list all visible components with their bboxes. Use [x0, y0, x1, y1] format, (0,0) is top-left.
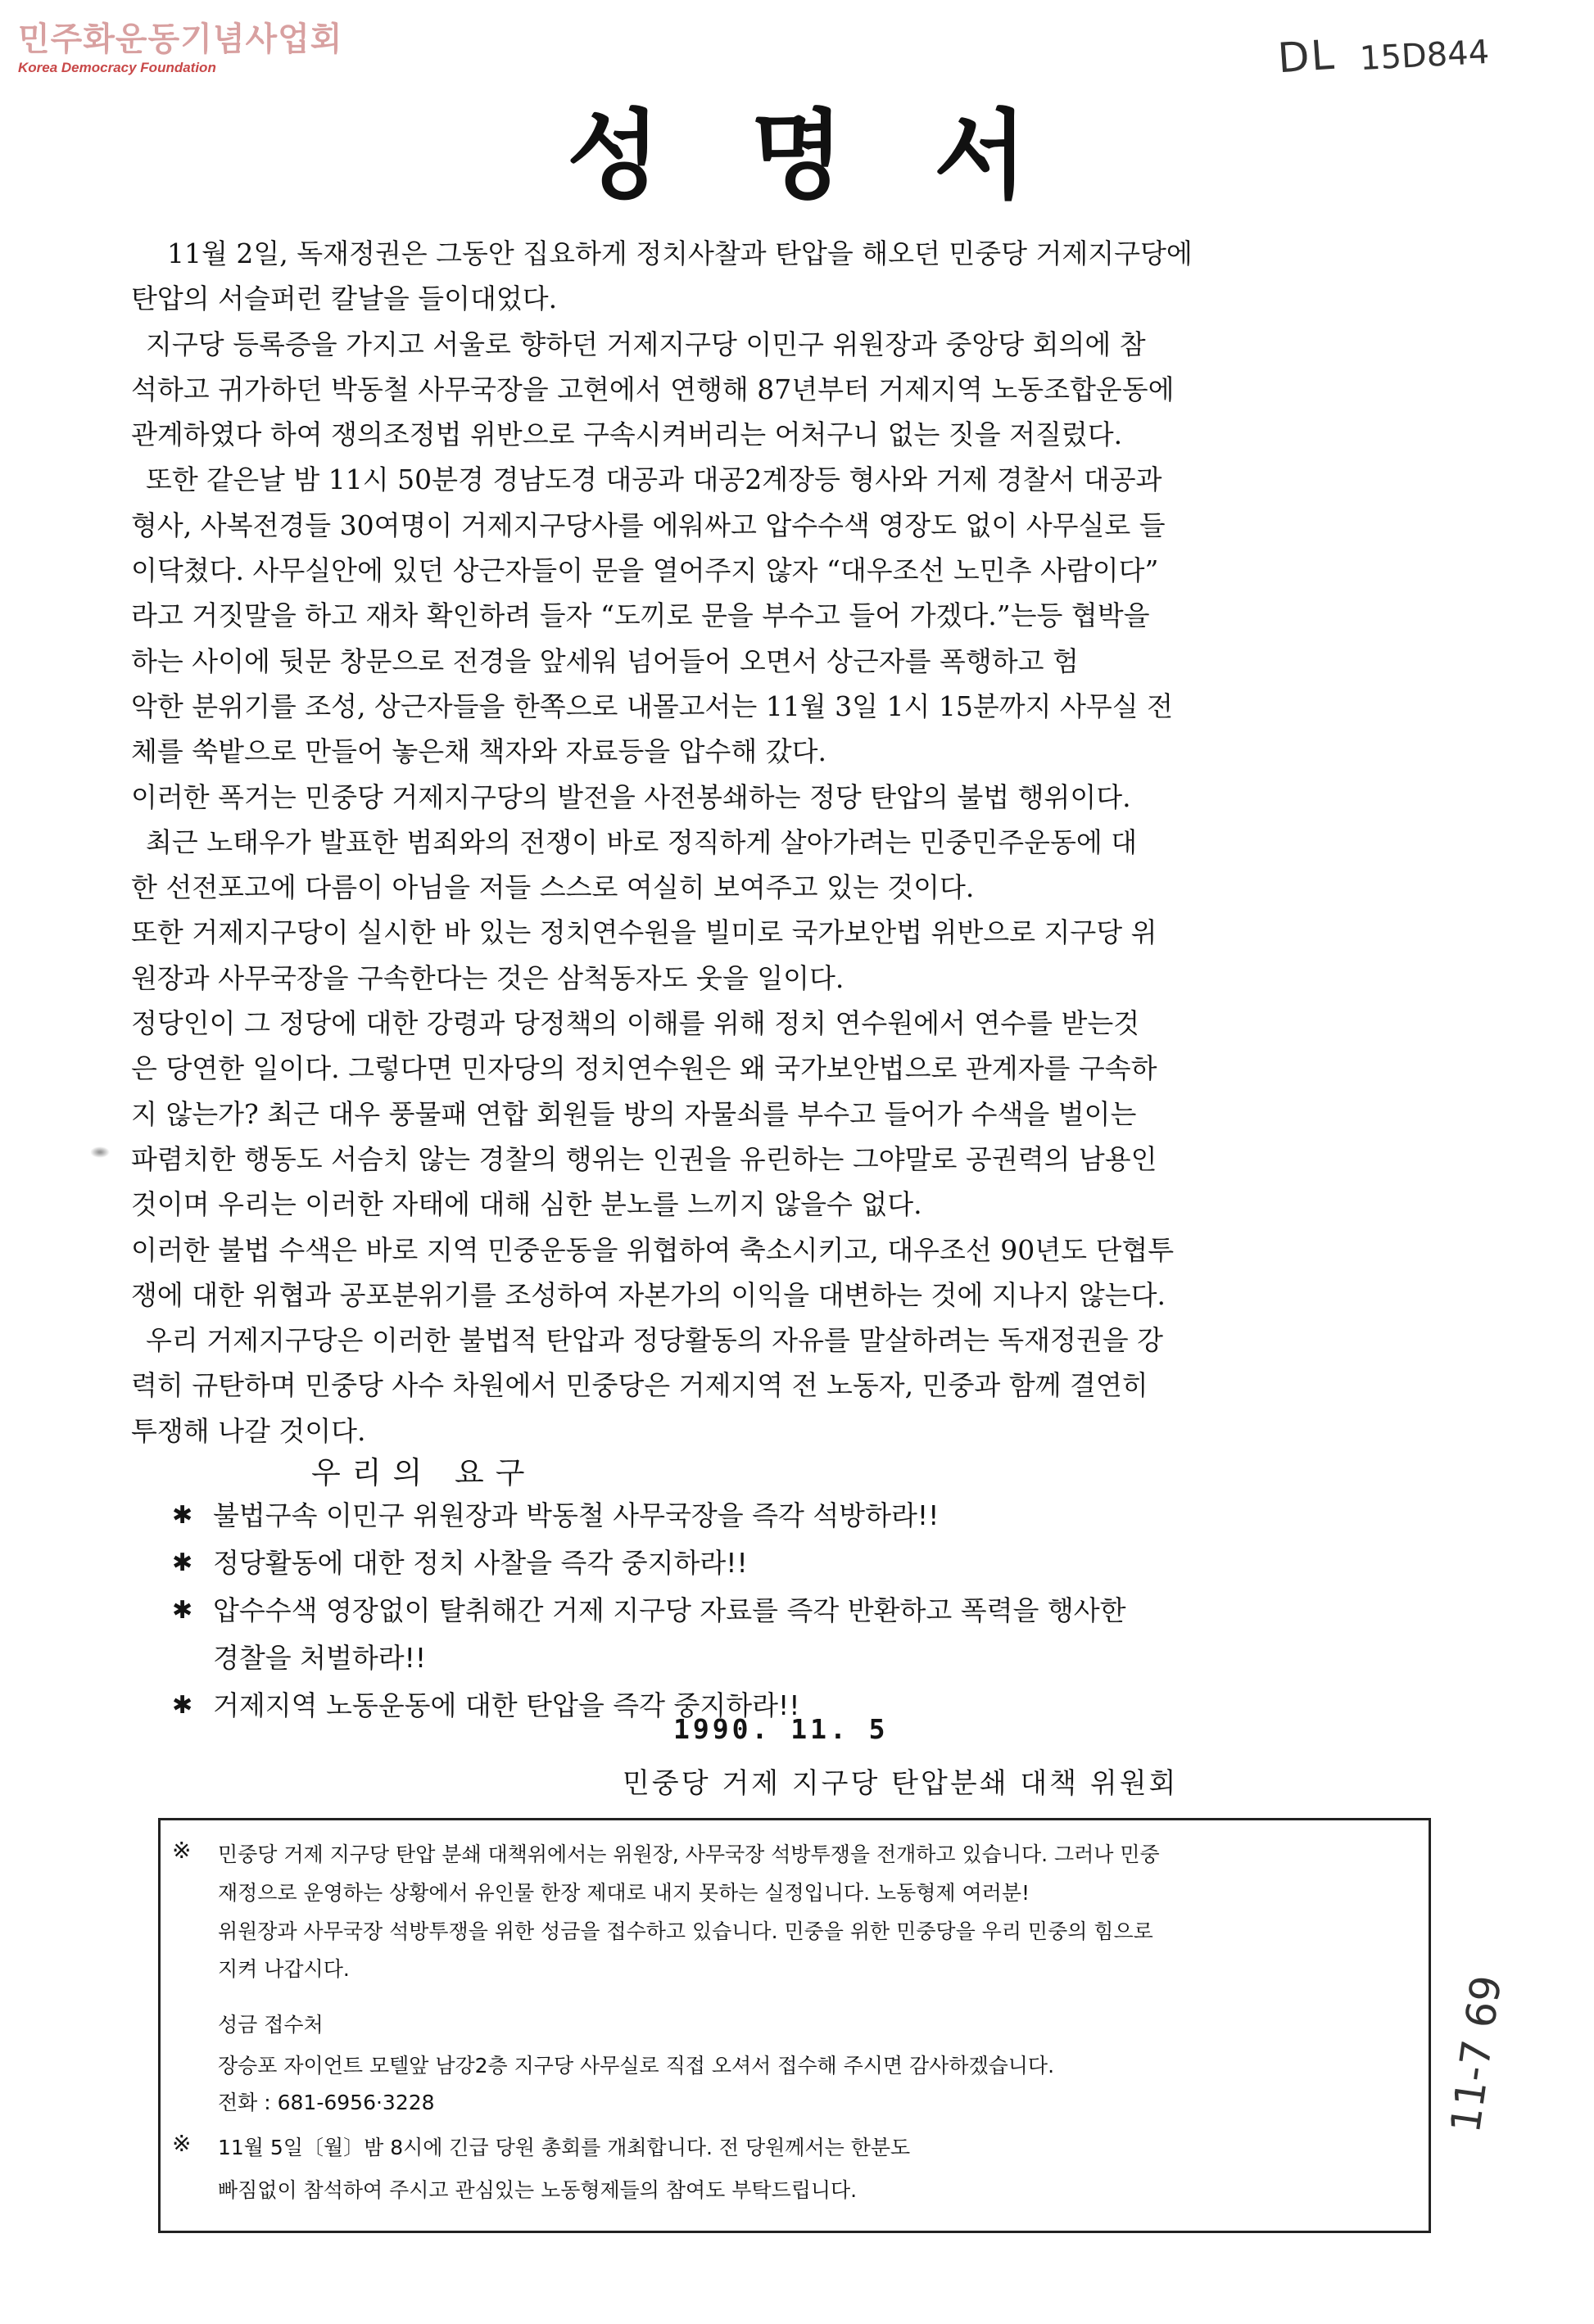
- demand-text: 거제지역 노동운동에 대한 탄압을 즉각 중지하라!!: [213, 1689, 800, 1721]
- demand-text: 경찰을 처벌하라!!: [213, 1642, 427, 1674]
- body-line: 지 않는가? 최근 대우 풍물패 연합 회원들 방의 자물쇠를 부수고 들어가 수색을 벌이는: [131, 1097, 1137, 1130]
- body-line: 이러한 폭거는 민중당 거제지구당의 발전을 사전봉쇄하는 정당 탄압의 불법 행위이다.: [131, 780, 1131, 813]
- body-line: 관계하였다 하여 쟁의조정법 위반으로 구속시켜버리는 어처구니 없는 짓을 저질렀다.: [131, 418, 1123, 451]
- logo-english-text: Korea Democracy Foundation: [18, 60, 216, 75]
- body-line: 쟁에 대한 위협과 공포분위기를 조성하여 자본가의 이익을 대변하는 것에 지나지 않는다.: [131, 1278, 1166, 1311]
- notice-line: 빠짐없이 참석하여 주시고 관심있는 노동형제들의 참여도 부탁드립니다.: [218, 2178, 858, 2202]
- body-line: 석하고 귀가하던 박동철 사무국장을 고현에서 연행해 87년부터 거제지역 노동조합운동에: [131, 373, 1175, 405]
- archive-mark: DL: [1276, 30, 1338, 83]
- handwritten-note: 11-7 69: [1442, 1972, 1511, 2136]
- demands-list: [172, 1492, 1401, 1729]
- body-line: 또한 같은날 밤 11시 50분경 경남도경 대공과 대공2계장등 형사와 거제 경찰서 대공과: [146, 463, 1162, 496]
- issuing-organization: 민중당 거제 지구당 탄압분쇄 대책 위원회: [623, 1767, 1179, 1800]
- body-line: 한 선전포고에 다름이 아님을 저들 스스로 여실히 보여주고 있는 것이다.: [131, 871, 975, 904]
- notice-line: 11월 5일〔월〕밤 8시에 긴급 당원 총회를 개최합니다. 전 당원께서는 한분도: [218, 2136, 911, 2159]
- body-line: 정당인이 그 정당에 대한 강령과 당정책의 이해를 위해 정치 연수원에서 연수를 받는것: [131, 1007, 1140, 1040]
- demand-item: [172, 1587, 1401, 1634]
- notice-line: 장승포 자이언트 모텔앞 남강2층 지구당 사무실로 직접 오셔서 접수해 주시면 감사하겠습니다.: [218, 2054, 1055, 2078]
- scan-smudge: [90, 1146, 110, 1158]
- foundation-logo: [18, 13, 342, 76]
- donation-heading: 성금 접수처: [218, 2013, 324, 2037]
- body-line: 이닥쳤다. 사무실안에 있던 상근자들이 문을 열어주지 않자 “대우조선 노민추 사람이다”: [131, 554, 1159, 587]
- body-line: 라고 거짓말을 하고 재차 확인하려 들자 “도끼로 문을 부수고 들어 가겠다.”는등 협박을: [131, 599, 1150, 632]
- body-line: 또한 거제지구당이 실시한 바 있는 정치연수원을 빌미로 국가보안법 위반으로 지구당 위: [131, 916, 1157, 949]
- demand-item: [172, 1540, 1401, 1587]
- asterisk-bullet-icon: ✱: [172, 1549, 193, 1577]
- demand-text: 불법구속 이민구 위원장과 박동철 사무국장을 즉각 석방하라!!: [213, 1499, 940, 1531]
- notice-box: [158, 1818, 1431, 2233]
- body-line: 이러한 불법 수색은 바로 지역 민중운동을 위협하여 축소시키고, 대우조선 90년도 단협투: [131, 1233, 1175, 1266]
- demand-item: [172, 1492, 1401, 1540]
- notice-line: 민중당 거제 지구당 탄압 분쇄 대책위에서는 위원장, 사무국장 석방투쟁을 전개하고 있습니다. 그러나 민중: [218, 1842, 1160, 1866]
- demand-item-continuation: [172, 1634, 1401, 1682]
- document-date: 1990. 11. 5: [673, 1713, 889, 1745]
- body-line: 력히 규탄하며 민중당 사수 차원에서 민중당은 거제지역 전 노동자, 민중과 함께 결연히: [131, 1369, 1148, 1402]
- reference-mark-icon: ※: [172, 1837, 192, 1864]
- body-line: 체를 쑥밭으로 만들어 놓은채 책자와 자료등을 압수해 갔다.: [131, 735, 826, 768]
- demand-text: 압수수색 영장없이 탈취해간 거제 지구당 자료를 즉각 반환하고 폭력을 행사한: [213, 1594, 1126, 1626]
- demand-text: 정당활동에 대한 정치 사찰을 즉각 중지하라!!: [213, 1547, 748, 1579]
- logo-korean-text: 민주화운동기념사업회: [18, 20, 343, 58]
- body-line: 11월 2일, 독재정권은 그동안 집요하게 정치사찰과 탄압을 해오던 민중당 거제지구당에: [167, 237, 1193, 269]
- document-title: 성명서: [567, 99, 1117, 212]
- asterisk-bullet-icon: ✱: [172, 1596, 193, 1625]
- body-line: 최근 노태우가 발표한 범죄와의 전쟁이 바로 정직하게 살아가려는 민중민주운동에 대: [146, 825, 1138, 858]
- body-line: 원장과 사무국장을 구속한다는 것은 삼척동자도 웃을 일이다.: [131, 961, 845, 994]
- notice-line: 위원장과 사무국장 석방투쟁을 위한 성금을 접수하고 있습니다. 민중을 위한 민중당을 우리 민중의 힘으로: [218, 1919, 1153, 1943]
- asterisk-bullet-icon: ✱: [172, 1501, 193, 1530]
- notice-line: 재정으로 운영하는 상황에서 유인물 한장 제대로 내지 못하는 실정입니다. 노동형제 여러분!: [218, 1881, 1030, 1905]
- body-line: 형사, 사복전경들 30여명이 거제지구당사를 에워싸고 압수수색 영장도 없이 사무실로 들: [131, 509, 1166, 541]
- body-line: 우리 거제지구당은 이러한 불법적 탄압과 정당활동의 자유를 말살하려는 독재정권을 강: [146, 1324, 1164, 1357]
- archive-number: 15D844: [1358, 33, 1491, 79]
- body-line: 탄압의 서슬퍼런 칼날을 들이대었다.: [131, 283, 558, 315]
- body-line: 하는 사이에 뒷문 창문으로 전경을 앞세워 넘어들어 오면서 상근자를 폭행하고 험: [131, 644, 1079, 677]
- statement-body: [131, 231, 1458, 1454]
- asterisk-bullet-icon: ✱: [172, 1691, 193, 1720]
- body-line: 투쟁해 나갈 것이다.: [131, 1414, 366, 1447]
- demands-heading: 우리의 요구: [311, 1455, 537, 1490]
- body-line: 악한 분위기를 조성, 상근자들을 한쪽으로 내몰고서는 11월 3일 1시 15분까지 사무실 전: [131, 690, 1173, 722]
- body-line: 파렴치한 행동도 서슴치 않는 경찰의 행위는 인권을 유린하는 그야말로 공권력의 남용인: [131, 1142, 1157, 1175]
- phone-number: 전화 : 681-6956·3228: [218, 2091, 435, 2114]
- notice-line: 지켜 나갑시다.: [218, 1957, 350, 1981]
- body-line: 지구당 등록증을 가지고 서울로 향하던 거제지구당 이민구 위원장과 중앙당 회의에 참: [146, 328, 1146, 360]
- reference-mark-icon: ※: [172, 2130, 192, 2157]
- body-line: 은 당연한 일이다. 그렇다면 민자당의 정치연수원은 왜 국가보안법으로 관계자를 구속하: [131, 1052, 1157, 1085]
- body-line: 것이며 우리는 이러한 자태에 대해 심한 분노를 느끼지 않을수 없다.: [131, 1188, 922, 1221]
